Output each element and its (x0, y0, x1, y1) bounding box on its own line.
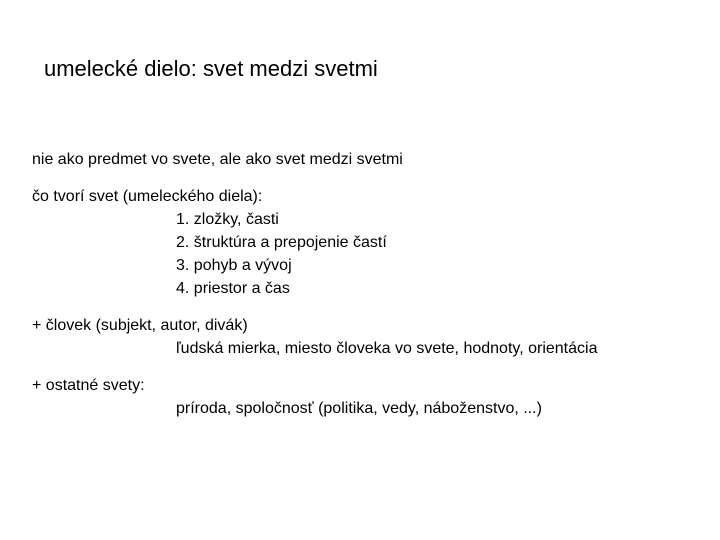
world-item-2: 2. štruktúra a prepojenie častí (176, 234, 387, 251)
intro-text: nie ako predmet vo svete, ale ako svet medzi svetmi (32, 151, 403, 168)
slide-body (32, 148, 597, 420)
world-item-1: 1. zložky, časti (176, 211, 279, 228)
spacer (32, 171, 597, 185)
world-item-4: 4. priestor a čas (176, 280, 290, 297)
human-detail: ľudská mierka, miesto človeka vo svete, hodnoty, orientácia (176, 340, 598, 357)
human-heading: + človek (subjekt, autor, divák) (32, 317, 248, 334)
world-heading: čo tvorí svet (umeleckého diela): (32, 188, 263, 205)
slide-title: umelecké dielo: svet medzi svetmi (44, 56, 378, 81)
spacer (32, 360, 597, 374)
spacer (32, 300, 597, 314)
other-worlds-detail: príroda, spoločnosť (politika, vedy, náboženstvo, ...) (176, 400, 542, 417)
other-worlds-heading: + ostatné svety: (32, 377, 145, 394)
world-item-3: 3. pohyb a vývoj (176, 257, 292, 274)
